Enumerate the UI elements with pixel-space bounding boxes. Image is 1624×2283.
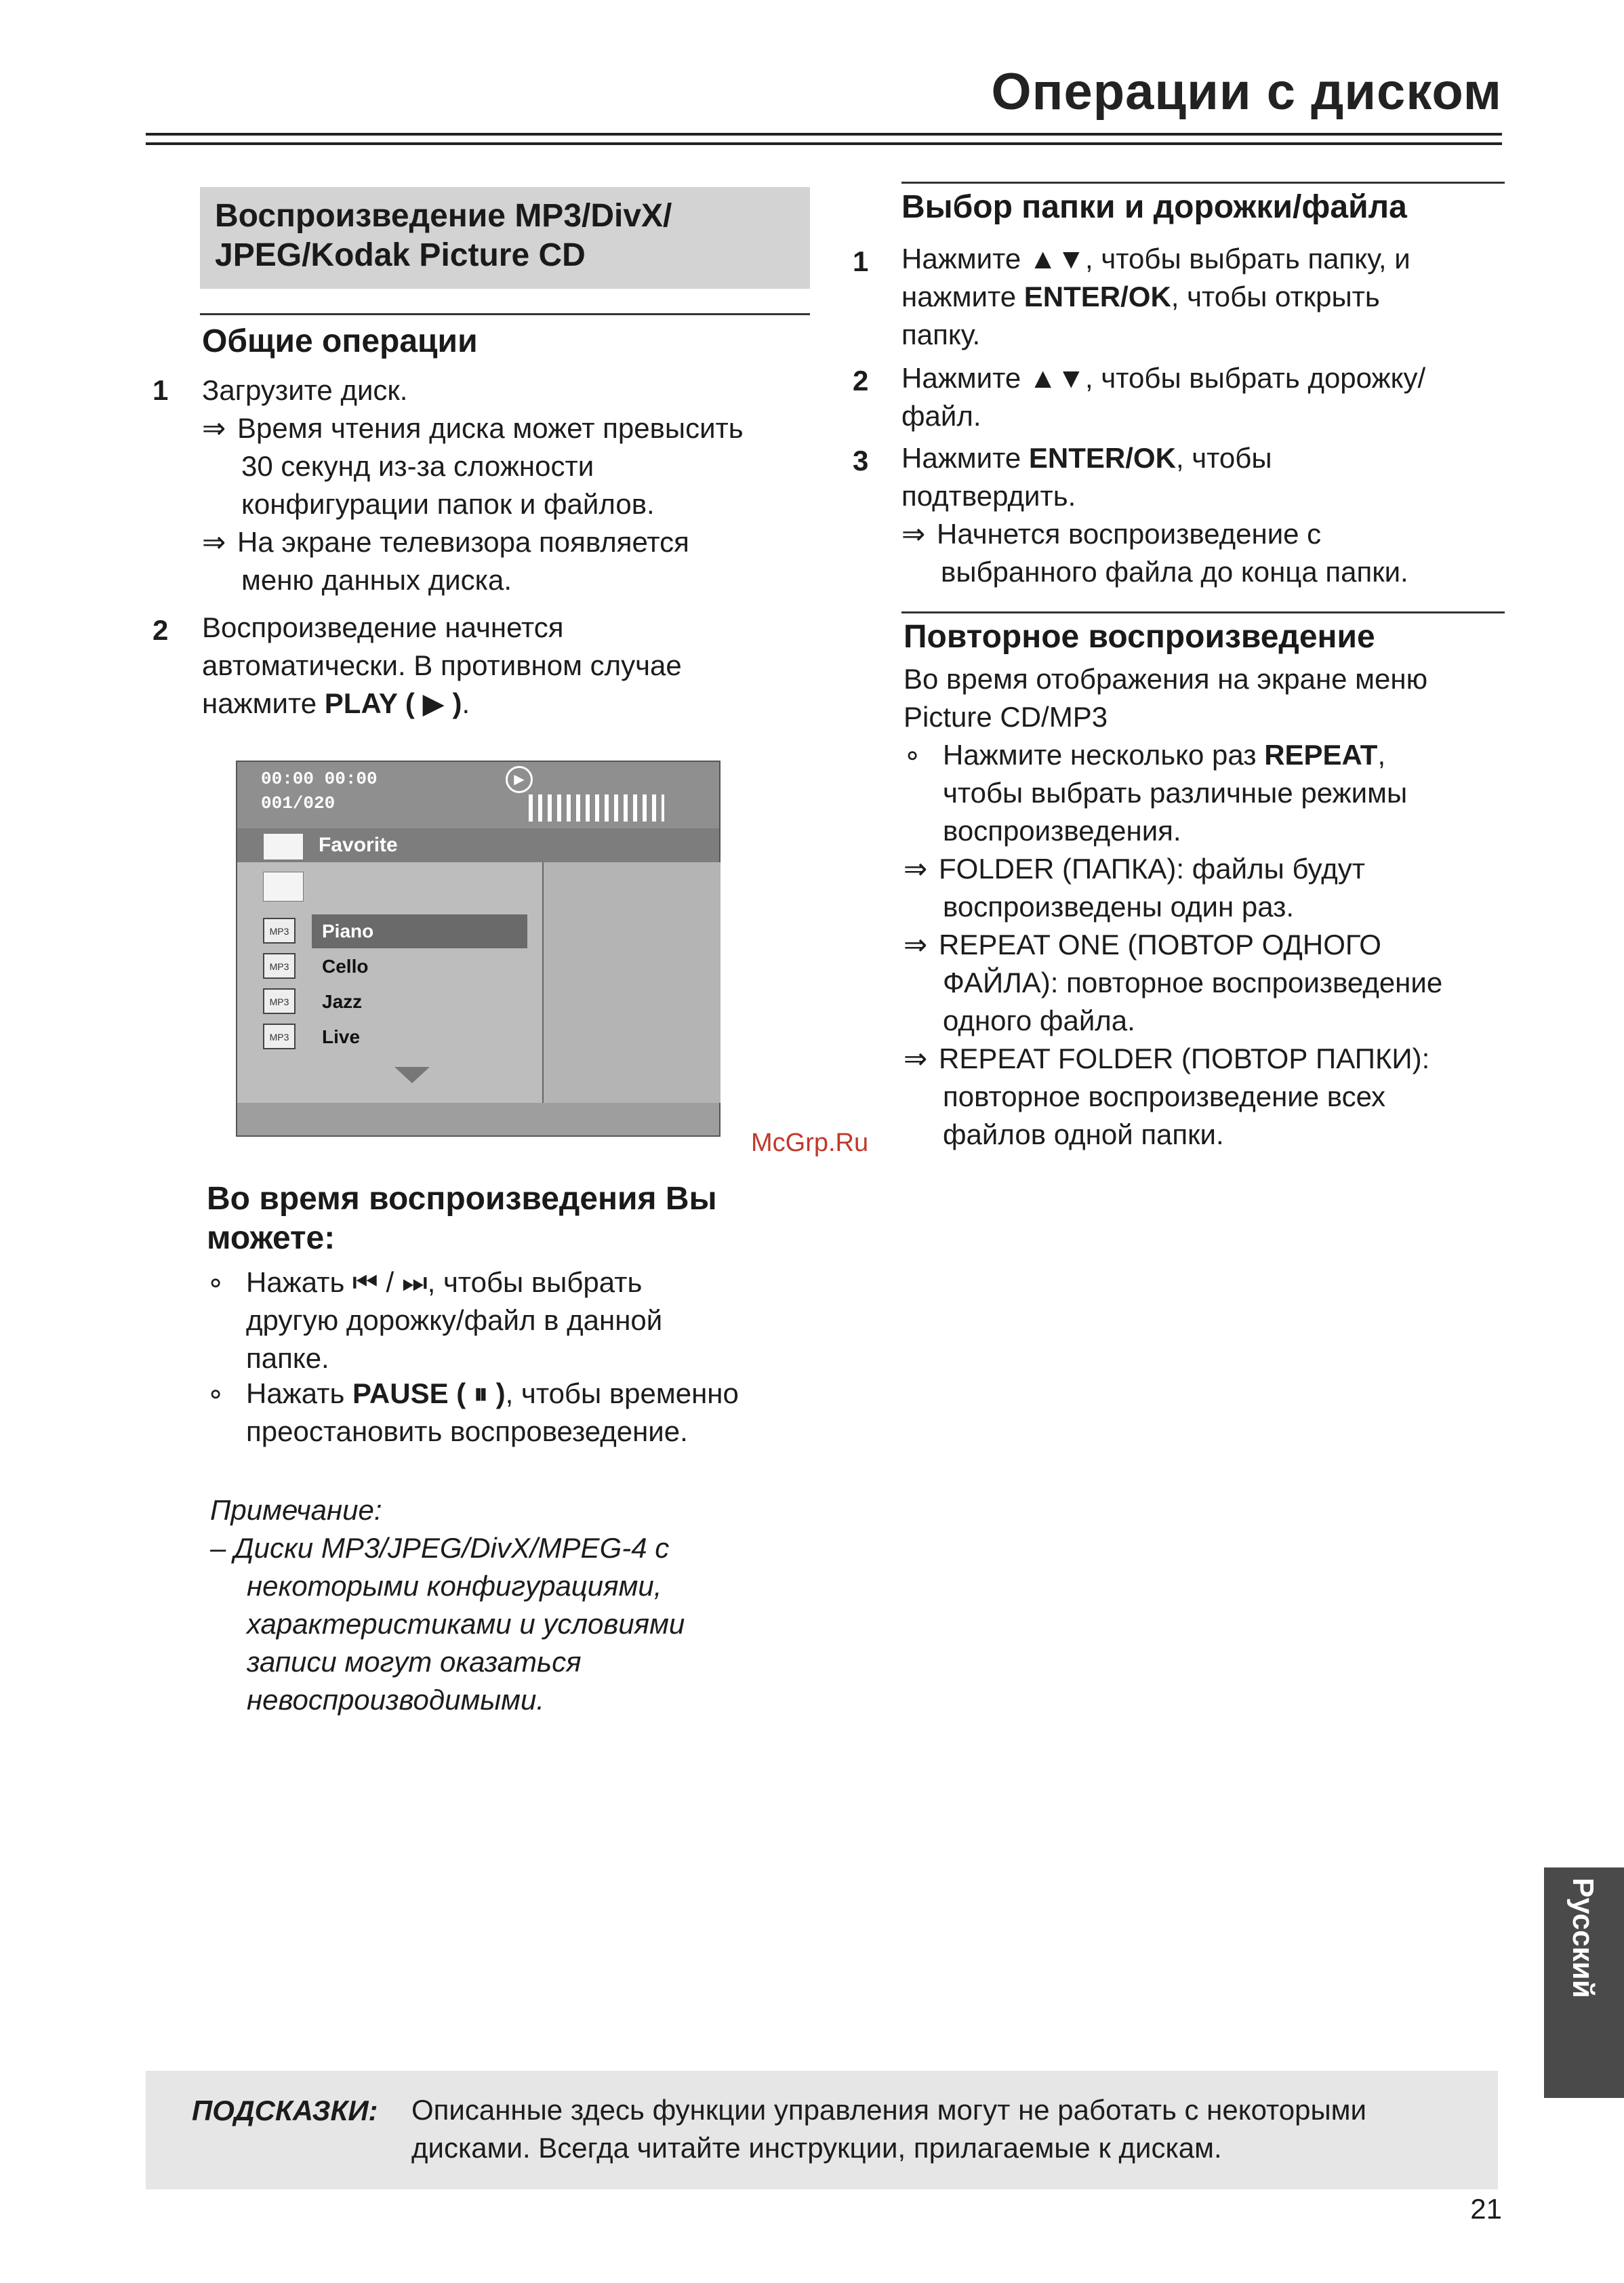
- language-label: Русский: [1566, 1878, 1600, 1998]
- text-line: Воспроизведение начнется: [202, 611, 564, 643]
- general-heading: Общие операции: [202, 323, 478, 359]
- text-line: Нажать ⏮ / ⏭, чтобы выбрать: [246, 1266, 643, 1298]
- repeat-bullet: [904, 736, 1514, 1154]
- arrow-icon: ⇒: [202, 412, 226, 444]
- text-span: , чтобы: [1175, 442, 1272, 474]
- tips-label: ПОДСКАЗКИ:: [192, 2095, 378, 2126]
- bullet-icon: ∘: [207, 1266, 225, 1298]
- mp3-file-icon: MP3: [263, 918, 296, 944]
- mp3-file-icon: MP3: [263, 1024, 296, 1049]
- folder-name: Favorite: [319, 834, 398, 856]
- folder-row[interactable]: [237, 828, 719, 862]
- step-number: 1: [153, 374, 169, 406]
- text-line: повторное воспроизведение всех: [943, 1080, 1386, 1112]
- text-line: Picture CD/MP3: [904, 701, 1108, 733]
- arrow-icon: ⇒: [202, 526, 226, 558]
- text-line: конфигурации папок и файлов.: [241, 488, 655, 520]
- text-line: папку.: [901, 319, 981, 350]
- text-line: Нажмите ▲▼, чтобы выбрать папку, и: [901, 243, 1410, 275]
- text-line: Нажмите ▲▼, чтобы выбрать дорожку/: [901, 362, 1426, 394]
- text-line: файл.: [901, 400, 981, 432]
- repeat-intro: [904, 660, 1514, 736]
- repeat-label: REPEAT: [1264, 739, 1378, 771]
- step-number: 2: [153, 614, 169, 646]
- text-line: На экране телевизора появляется: [237, 526, 689, 558]
- text-span: , чтобы открыть: [1171, 281, 1380, 312]
- tv-screen: [236, 761, 720, 1137]
- text-line: преостановить воспровезедение.: [246, 1415, 688, 1447]
- text-span: ,: [1377, 739, 1386, 771]
- scroll-down-icon[interactable]: [394, 1067, 430, 1083]
- step-number: 1: [853, 245, 869, 277]
- text-line: [901, 439, 1511, 477]
- enter-ok-label: ENTER/OK: [1028, 442, 1176, 474]
- tv-status-bar: [237, 762, 719, 828]
- text-span: .: [462, 687, 470, 719]
- text-line: воспроизведены один раз.: [943, 891, 1295, 923]
- text-line: ФАЙЛА): повторное воспроизведение: [943, 967, 1443, 998]
- track-item[interactable]: Piano: [322, 921, 374, 942]
- section-title-line1: Воспроизведение MP3/DivX/: [215, 198, 672, 234]
- step-number: 2: [853, 365, 869, 397]
- text-line: [901, 278, 1511, 316]
- text-line: Во время воспроизведения Вы: [207, 1181, 717, 1217]
- text-line: автоматически. В противном случае: [202, 649, 682, 681]
- text-line: одного файла.: [943, 1005, 1135, 1036]
- step1-text: Загрузите диск.: [202, 374, 408, 406]
- bullet-icon: ∘: [207, 1377, 225, 1409]
- arrow-icon: ⇒: [904, 853, 928, 885]
- text-line: – Диски MP3/JPEG/DivX/MPEG-4 с: [210, 1532, 670, 1564]
- text-line: подтвердить.: [901, 480, 1076, 512]
- text-line: чтобы выбрать различные режимы: [943, 777, 1408, 809]
- time-readout: [261, 769, 378, 789]
- text-line: некоторыми конфигурациями,: [247, 1570, 662, 1602]
- page-number: 21: [1470, 2193, 1502, 2225]
- text-span: Нажмите: [901, 442, 1029, 474]
- blank-item-icon: [263, 872, 304, 902]
- level-meter-icon: [529, 794, 664, 822]
- text-line: дисками. Всегда читайте инструкции, прилагаемые к дискам.: [411, 2132, 1222, 2164]
- text-line: другую дорожку/файл в данной: [246, 1304, 663, 1336]
- divider: [200, 313, 810, 315]
- bullet-item: [207, 1264, 817, 1377]
- during-heading: [207, 1179, 717, 1258]
- text-line: 30 секунд из-за сложности: [241, 450, 594, 482]
- watermark: McGrp.Ru: [751, 1129, 869, 1157]
- text-line: Во время отображения на экране меню: [904, 663, 1428, 695]
- select-heading: Выбор папки и дорожки/файла: [901, 189, 1407, 225]
- preview-pane: [542, 862, 720, 1103]
- text-line: записи могут оказаться: [247, 1646, 582, 1678]
- text-line: Описанные здесь функции управления могут не работать с некоторыми: [411, 2094, 1367, 2126]
- track-item[interactable]: Cello: [322, 956, 369, 977]
- text-line: папке.: [246, 1342, 329, 1374]
- step2-text: [202, 609, 812, 723]
- text-span: Нажать: [246, 1377, 353, 1409]
- text-line: Начнется воспроизведение с: [937, 518, 1322, 550]
- text-line: FOLDER (ПАПКА): файлы будут: [939, 853, 1365, 885]
- title-rule: [146, 133, 1502, 145]
- select-step1: [901, 240, 1511, 354]
- text-line: невоспроизводимыми.: [247, 1684, 544, 1716]
- time-total: 00:00: [324, 769, 378, 789]
- text-span: нажмите: [901, 281, 1024, 312]
- track-counter: 001/020: [261, 793, 336, 813]
- text-line: REPEAT FOLDER (ПОВТОР ПАПКИ):: [939, 1043, 1430, 1074]
- divider: [901, 182, 1505, 184]
- bullet-item: [207, 1375, 817, 1451]
- page-title: Операции с диском: [991, 63, 1502, 121]
- track-item[interactable]: Jazz: [322, 991, 363, 1012]
- play-status-icon: ▶: [506, 766, 533, 793]
- tv-bottom-bar: [237, 1103, 719, 1135]
- repeat-heading: Повторное воспроизведение: [904, 619, 1375, 655]
- divider: [901, 611, 1505, 613]
- text-line: выбранного файла до конца папки.: [941, 556, 1408, 588]
- text-line: Время чтения диска может превысить: [237, 412, 744, 444]
- step1-arrow1: [202, 409, 812, 523]
- enter-ok-label: ENTER/OK: [1023, 281, 1171, 312]
- text-span: нажмите: [202, 687, 325, 719]
- note: [210, 1491, 820, 1719]
- time-elapsed: 00:00: [261, 769, 314, 789]
- text-line: REPEAT ONE (ПОВТОР ОДНОГО: [939, 929, 1381, 961]
- bullet-icon: ∘: [904, 739, 922, 771]
- folder-icon: [263, 833, 304, 860]
- text-line: файлов одной папки.: [943, 1118, 1224, 1150]
- text-span: Нажмите несколько раз: [943, 739, 1265, 771]
- tips-box: [146, 2071, 1498, 2189]
- arrow-icon: ⇒: [904, 929, 928, 961]
- select-step3: [901, 439, 1511, 591]
- section-title-line2: JPEG/Kodak Picture CD: [215, 237, 586, 273]
- text-line: [202, 685, 812, 723]
- text-line: можете:: [207, 1220, 336, 1256]
- select-step2: [901, 359, 1511, 435]
- arrow-icon: ⇒: [904, 1043, 928, 1074]
- mp3-file-icon: MP3: [263, 953, 296, 979]
- step1-arrow2: [202, 523, 812, 599]
- section-title-box: [200, 187, 810, 289]
- text-line: меню данных диска.: [241, 564, 512, 596]
- pause-label: PAUSE ( ⏸ ): [352, 1377, 506, 1409]
- play-label: PLAY ( ▶ ): [324, 687, 462, 719]
- note-label: Примечание:: [210, 1494, 382, 1526]
- text-span: , чтобы временно: [505, 1377, 739, 1409]
- text-line: воспроизведения.: [943, 815, 1181, 847]
- track-item[interactable]: Live: [322, 1026, 361, 1047]
- mp3-file-icon: MP3: [263, 988, 296, 1014]
- arrow-icon: ⇒: [901, 518, 926, 550]
- step-number: 3: [853, 445, 869, 477]
- tips-text: [411, 2091, 1496, 2167]
- text-line: характеристиками и условиями: [247, 1608, 685, 1640]
